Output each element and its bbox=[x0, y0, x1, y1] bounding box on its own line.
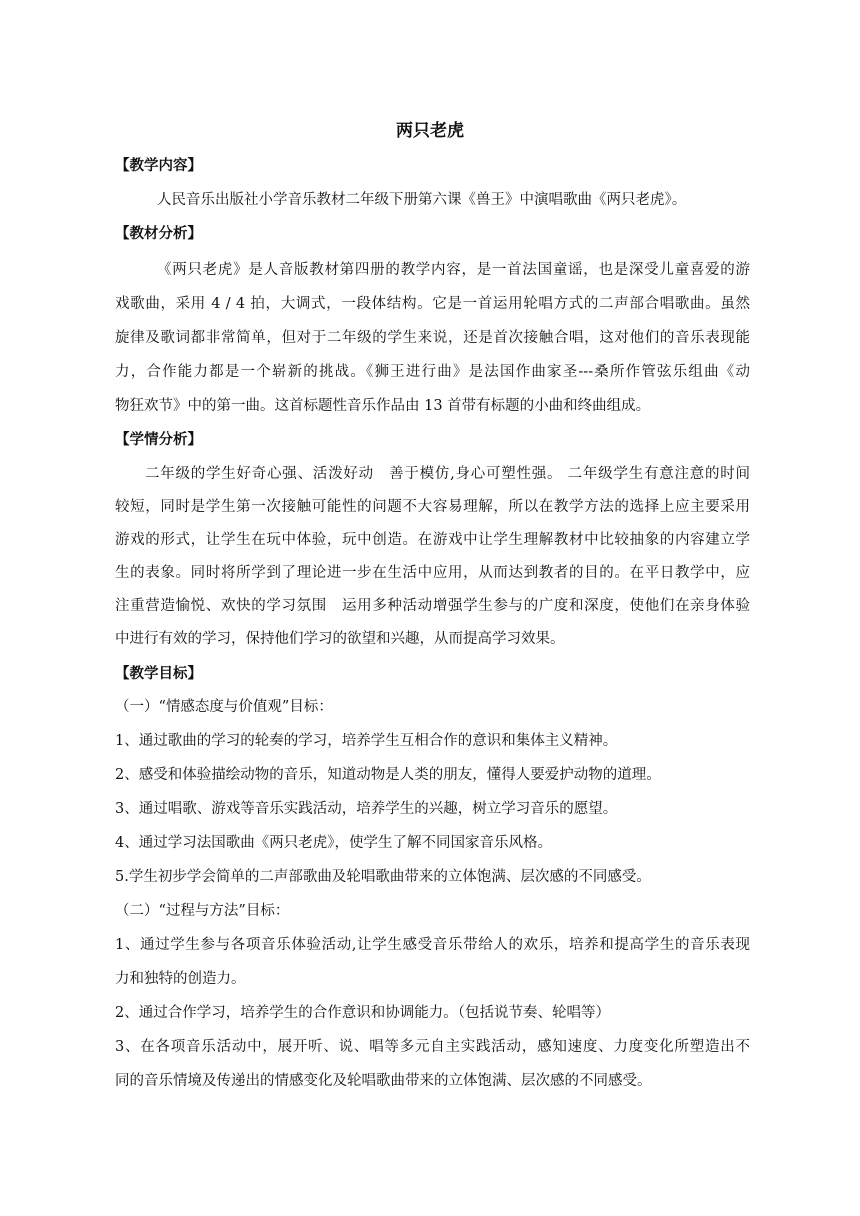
analysis-line: 物狂欢节》中的第一曲。这首标题性音乐作品由 13 首带有标题的小曲和终曲组成。 bbox=[115, 398, 651, 414]
learner-line: 注重营造愉悦、欢快的学习氛围 运用多种活动增强学生参与的广度和深度，使他们在亲身体验 bbox=[115, 598, 750, 614]
section-heading-analysis: 【教材分析】 bbox=[115, 226, 202, 242]
document-title: 两只老虎 bbox=[396, 121, 464, 141]
goal1-item: 2、感受和体验描绘动物的音乐，知道动物是人类的朋友，懂得人要爱护动物的道理。 bbox=[115, 767, 661, 783]
goal1-item: 3、通过唱歌、游戏等音乐实践活动，培养学生的兴趣，树立学习音乐的愿望。 bbox=[115, 801, 618, 817]
section-heading-goals: 【教学目标】 bbox=[115, 666, 202, 682]
goal2-line: 3、在各项音乐活动中，展开听、说、唱等多元自主实践活动，感知速度、力度变化所塑造出不 bbox=[115, 1039, 750, 1055]
goal2-line: 1、通过学生参与各项音乐体验活动,让学生感受音乐带给人的欢乐，培养和提高学生的音乐表现 bbox=[115, 937, 750, 953]
analysis-line: 《两只老虎》是人音版教材第四册的教学内容，是一首法国童谣，也是深受儿童喜爱的游 bbox=[157, 262, 750, 278]
section-heading-learner: 【学情分析】 bbox=[115, 432, 202, 448]
learner-line: 生的表象。同时将所学到了理论进一步在生活中应用，从而达到教者的目的。在平日教学中，应 bbox=[115, 565, 750, 581]
goal2-line: 同的音乐情境及传递出的情感变化及轮唱歌曲带来的立体饱满、层次感的不同感受。 bbox=[115, 1073, 652, 1089]
goal2-line: 力和独特的创造力。 bbox=[115, 971, 246, 987]
learner-line: 中进行有效的学习，保持他们学习的欲望和兴趣，从而提高学习效果。 bbox=[115, 631, 565, 647]
analysis-line: 力，合作能力都是一个崭新的挑战。《狮王进行曲》是法国作曲家圣---桑所作管弦乐组曲《动 bbox=[115, 364, 750, 380]
goal1-item: 1、通过歌曲的学习的轮奏的学习，培养学生互相合作的意识和集体主义精神。 bbox=[115, 733, 618, 749]
learner-line: 二年级的学生好奇心强、活泼好动 善于模仿,身心可塑性强。 二年级学生有意注意的时间 bbox=[145, 466, 750, 482]
learner-line: 游戏的形式，让学生在玩中体验，玩中创造。在游戏中让学生理解教材中比较抽象的内容建立学 bbox=[115, 532, 750, 548]
content-text: 人民音乐出版社小学音乐教材二年级下册第六课《兽王》中演唱歌曲《两只老虎》。 bbox=[157, 192, 687, 208]
goal1-item: 5.学生初步学会简单的二声部歌曲及轮唱歌曲带来的立体饱满、层次感的不同感受。 bbox=[115, 869, 651, 885]
section-heading-content: 【教学内容】 bbox=[115, 158, 202, 174]
analysis-line: 戏歌曲，采用 4 / 4 拍，大调式，一段体结构。它是一首运用轮唱方式的二声部合唱歌曲。虽然 bbox=[115, 296, 750, 312]
goal1-heading: （一）“情感态度与价值观”目标： bbox=[115, 699, 333, 715]
learner-line: 较短，同时是学生第一次接触可能性的问题不大容易理解，所以在教学方法的选择上应主要采用 bbox=[115, 499, 750, 515]
goal1-item: 4、通过学习法国歌曲《两只老虎》，使学生了解不同国家音乐风格。 bbox=[115, 835, 552, 851]
goal2-line: 2、通过合作学习，培养学生的合作意识和协调能力。（包括说节奏、轮唱等） bbox=[115, 1005, 610, 1021]
goal2-heading: （二）“过程与方法”目标： bbox=[115, 903, 290, 919]
analysis-line: 旋律及歌词都非常简单，但对于二年级的学生来说，还是首次接触合唱，这对他们的音乐表现能 bbox=[115, 330, 750, 346]
